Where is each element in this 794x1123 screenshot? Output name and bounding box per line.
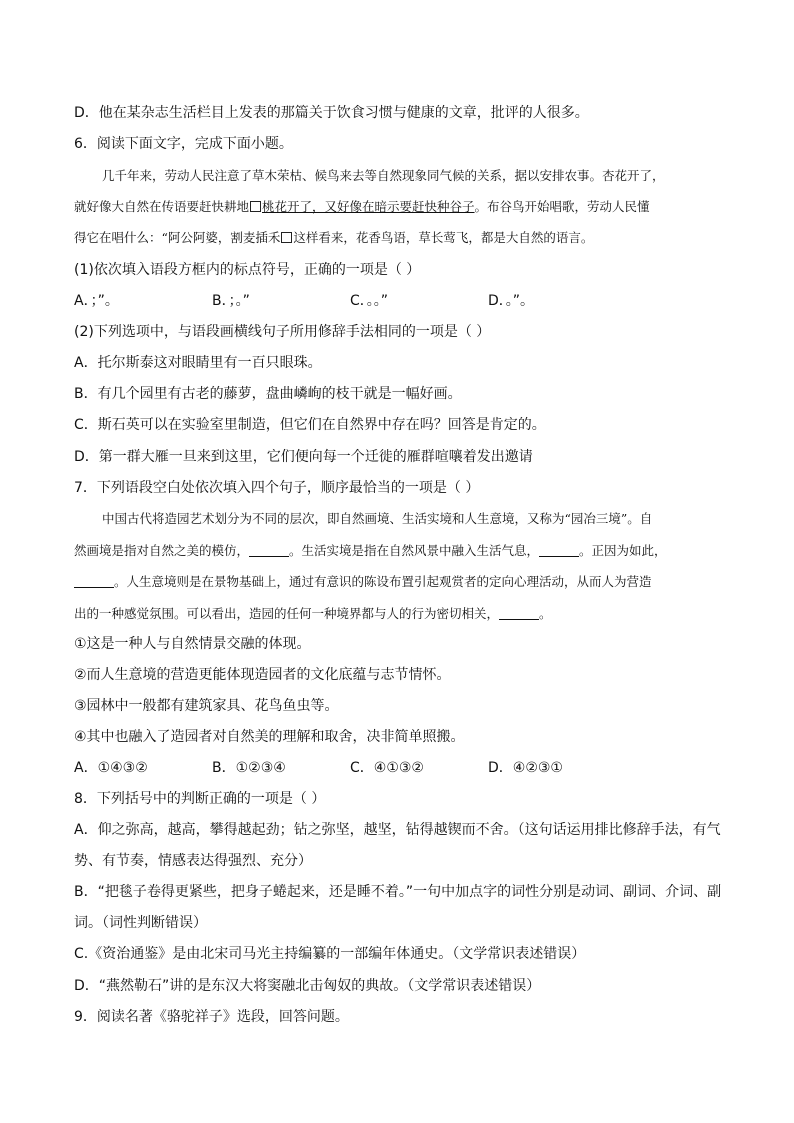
q8-option-a-line1: A．仰之弥高，越高，攀得越起劲；钻之弥坚，越坚，钻得越锲而不舍。（这句话运用排比修辞手法，有气	[74, 822, 721, 838]
option-d: D．④②③①	[488, 760, 563, 776]
punctuation-box-2	[281, 232, 292, 243]
blank-1	[249, 544, 289, 557]
q8-option-c: C.《资治通鉴》是由北宋司马光主持编纂的一部编年体通史。（文学常识表述错误）	[74, 946, 586, 962]
passage-text: 。人生意境则是在景物基础上，通过有意识的陈设布置引起观赏者的定向心理活动，从而人为营造	[114, 574, 652, 589]
q6-sub2-b: B．有几个园里有古老的藤萝，盘曲嶙峋的枝干就是一幅好画。	[74, 386, 462, 402]
option-b: B．①②③④	[212, 760, 286, 776]
option-b: B．；。”	[212, 293, 250, 309]
q8-option-b-line1: B．“把毯子卷得更紧些，把身子蜷起来，还是睡不着。”一句中加点字的词性分别是动词、副词、介词、副	[74, 884, 722, 900]
q6-sub2: (2)下列选项中，与语段画横线句子所用修辞手法相同的一项是（ ）	[74, 324, 491, 340]
q7-sentence-2: ②而人生意境的营造更能体现造园者的文化底蕴与志节情怀。	[74, 667, 451, 683]
q8-title: 8．下列括号中的判断正确的一项是（ ）	[74, 791, 326, 807]
passage-text: 。生活实境是指在自然风景中融入生活气息，	[289, 543, 540, 558]
passage-text: 然画境是指对自然之美的模仿，	[74, 543, 250, 558]
q9-title: 9．阅读名著《骆驼祥子》选段，回答问题。	[74, 1009, 349, 1025]
q6-passage-line3	[74, 228, 724, 248]
passage-text: 。正因为如此，	[579, 543, 667, 558]
option-d: D．。”。	[488, 293, 535, 309]
passage-text: 就好像大自然在传语要赶快耕地	[74, 199, 250, 214]
option-c: C．④①③②	[350, 760, 424, 776]
q7-sentence-4: ④其中也融入了造园者对自然美的理解和取舍，决非简单照搬。	[74, 729, 465, 745]
option-a: A．①④③②	[74, 760, 148, 776]
q6-title: 6．阅读下面文字，完成下面小题。	[74, 136, 293, 152]
q6-passage-line1: 几千年来，劳动人民注意了草木荣枯、候鸟来去等自然现象同气候的关系，据以安排农事。杏花开了，	[102, 168, 665, 183]
q6-sub1-options	[74, 291, 734, 311]
q8-option-d: D．“燕然勒石”讲的是东汉大将窦融北击匈奴的典故。（文学常识表述错误）	[74, 978, 541, 994]
passage-text: 出的一种感觉氛围。可以看出，造园的任何一种境界都与人的行为密切相关，	[74, 606, 500, 621]
q8-option-b-line2: 词。（词性判断错误）	[74, 915, 207, 931]
punctuation-box-1	[250, 201, 261, 212]
q7-options	[74, 758, 734, 778]
blank-2	[539, 544, 579, 557]
q6-sub2-a: A．托尔斯泰这对眼睛里有一百只眼珠。	[74, 355, 322, 371]
q7-passage-line3	[74, 572, 724, 592]
blank-3	[74, 575, 114, 588]
underlined-sentence: 桃花开了，又好像在暗示要赶快种谷子	[262, 199, 475, 214]
q6-sub2-c: C．斯石英可以在实验室里制造，但它们在自然界中存在吗？回答是肯定的。	[74, 417, 546, 433]
blank-4	[499, 607, 539, 620]
q6-sub2-d: D．第一群大雁一旦来到这里，它们便向每一个迁徙的雁群喧嚷着发出邀请	[74, 449, 533, 465]
passage-text: 。	[539, 606, 552, 621]
passage-text: 。布谷鸟开始唱歌，劳动人民懂	[474, 199, 650, 214]
q7-passage-line2	[74, 541, 724, 561]
option-a: A．；”。	[74, 293, 119, 309]
q7-sentence-1: ①这是一种人与自然情景交融的体现。	[74, 636, 311, 652]
q8-option-a-line2: 势、有节奏，情感表达得强烈、充分）	[74, 853, 312, 869]
q6-sub1: (1)依次填入语段方框内的标点符号，正确的一项是（ ）	[74, 262, 421, 278]
q6-passage-line2	[74, 197, 724, 217]
q5-option-d: D．他在某杂志生活栏目上发表的那篇关于饮食习惯与健康的文章，批评的人很多。	[74, 105, 589, 121]
passage-text: 这样看来，花香鸟语，草长莺飞，都是大自然的语言。	[293, 230, 594, 245]
q7-sentence-3: ③园林中一般都有建筑家具、花鸟鱼虫等。	[74, 698, 339, 714]
passage-text: 得它在唱什么：“阿公阿婆，割麦插禾	[74, 230, 281, 245]
option-c: C．。。”	[350, 293, 389, 309]
q7-passage-line4	[74, 604, 724, 624]
q7-passage-line1: 中国古代将造园艺术划分为不同的层次，即自然画境、生活实境和人生意境，又称为“园冶三境”。自	[102, 511, 653, 526]
q7-title: 7．下列语段空白处依次填入四个句子，顺序最恰当的一项是（ ）	[74, 480, 480, 496]
